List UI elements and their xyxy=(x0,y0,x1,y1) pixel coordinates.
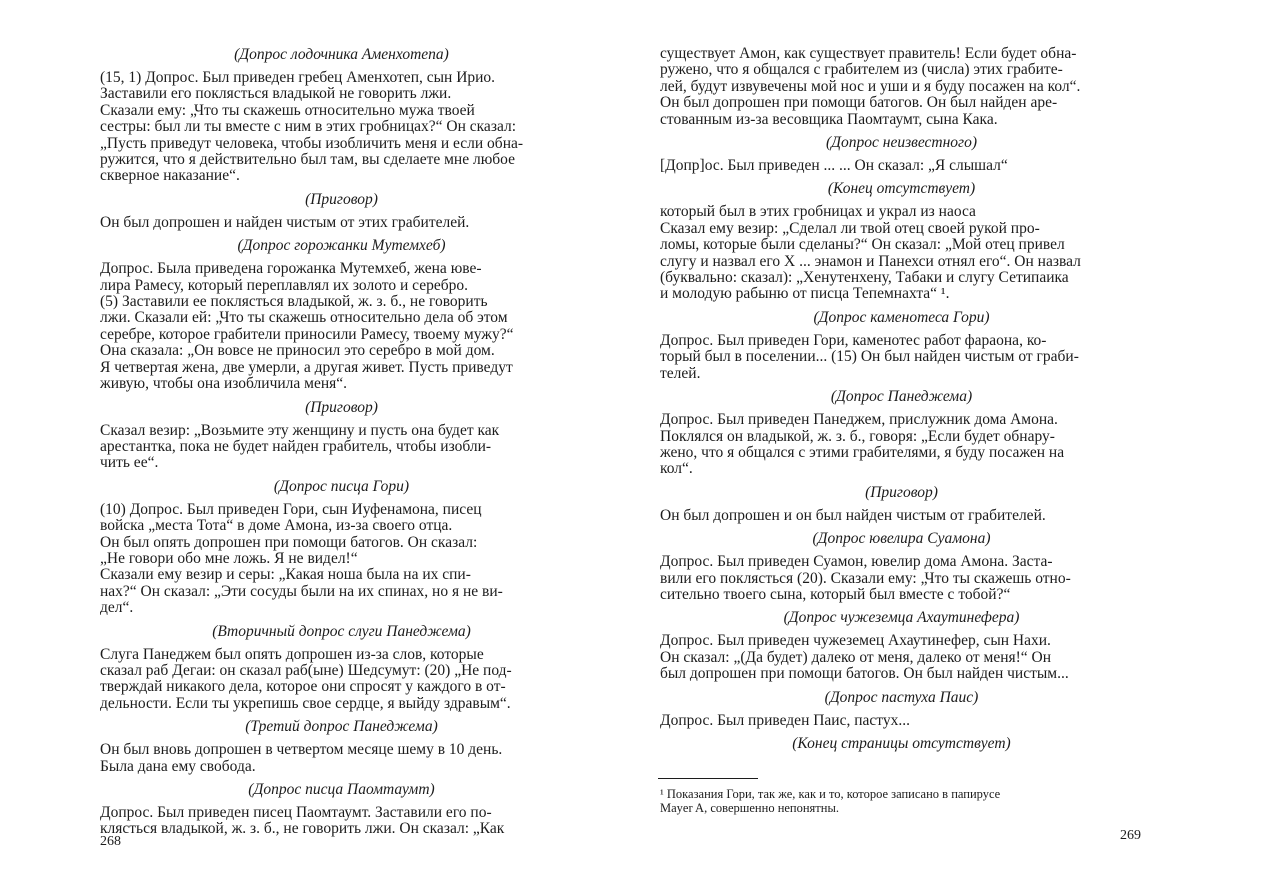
paragraph: [Допр]ос. Был приведен ... ... Он сказал: „Я слышал“ xyxy=(660,157,1008,175)
paragraph: Допрос. Был приведен Суамон, ювелир дома Амона. Заста- вили его поклясться (20). Сказали ему: „Что ты скажешь отно- сительно твоего сына, который был вместе с тобой?“ xyxy=(660,553,1071,603)
section-heading: (Конец отсутствует) xyxy=(827,180,976,198)
paragraph: (10) Допрос. Был приведен Гори, сын Иуфенамона, писец войска „места Тота“ в доме Амона, из-за своего отца. Он был опять допрошен при помощи батогов. Он сказал: „Не говори обо мне ложь. Я не видел!“ Сказали ему везир и серы: „Какая ноша была на их спи- нах?“ Он сказал: „Эти сосуды были на их спинах, но я не ви- дел“. xyxy=(100,500,503,617)
page-number-right: 269 xyxy=(1120,828,1141,843)
paragraph: Допрос. Был приведен Гори, каменотес работ фараона, ко- торый был в поселении... (15) Он был найден чистым от граби- телей. xyxy=(660,331,1079,382)
section-heading: (Допрос Панеджема) xyxy=(830,388,973,406)
section-heading: (Третий допрос Панеджема) xyxy=(245,718,438,736)
section-heading: (Приговор) xyxy=(305,190,378,208)
paragraph: Допрос. Был приведен Паис, пастух... xyxy=(660,711,910,729)
left-page xyxy=(100,46,583,844)
paragraph: Он был допрошен и найден чистым от этих грабителей. xyxy=(100,213,470,231)
section-heading: (Допрос неизвестного) xyxy=(825,134,978,152)
paragraph: (15, 1) Допрос. Был приведен гребец Аменхотеп, сын Ирио. Заставили его поклясться владыкой не говорить лжи. Сказали ему: „Что ты скажешь относительно мужа твоей сестры: был ли ты вместе с ним в этих гробницах?“ Он сказал: „Пусть приведут человека, чтобы изобличить меня и если обна- ружится, что я действительно был там, вы сделаете мне любое скверное наказание“. xyxy=(100,69,524,185)
section-heading: (Приговор) xyxy=(865,483,938,501)
paragraph: существует Амон, как существует правитель! Если будет обна- ружено, что я общался с грабителем из (числа) этих грабите- лей, будут извувечены мой нос и уши и я буду посажен на кол“. Он был допрошен при помощи батогов. Он был найден аре- стованным из-за весовщика Паомтаумт, сына Кака. xyxy=(660,45,1081,128)
section-heading: (Допрос ювелира Суамона) xyxy=(812,530,991,548)
section-heading: (Допрос чужеземца Ахаутинефера) xyxy=(783,609,1020,627)
paragraph: Он был вновь допрошен в четвертом месяце шему в 10 день. Была дана ему свобода. xyxy=(100,741,503,775)
section-heading: (Допрос лодочника Аменхотепа) xyxy=(234,46,449,63)
paragraph: который был в этих гробницах и украл из наоса Сказал ему везир: „Сделал ли твой отец своей рукой про- ломы, которые были сделаны?“ Он сказал: „Мой отец привел слугу и назвал его Х ... энамон и Панехси отнял его“. Он назвал (буквально: сказал): „Хенутенхену, Табаки и слугу Сетипаика и молодую рабыню от писца Тепемнахта“ ¹. xyxy=(660,203,1081,303)
paragraph: Допрос. Был приведен чужеземец Ахаутинефер, сын Нахи. Он сказал: „(Да будет) далеко от меня, далеко от меня!“ Он был допрошен при помощи батогов. Он был найден чистым... xyxy=(660,632,1069,683)
paragraph: Допрос. Был приведен писец Паомтаумт. Заставили его по- клясться владыкой, ж. з. б., не говорить лжи. Он сказал: „Как xyxy=(100,804,505,838)
footnote-rule xyxy=(658,778,758,779)
section-heading: (Допрос каменотеса Гори) xyxy=(813,308,990,326)
section-heading: (Допрос писца Паомтаумт) xyxy=(248,781,435,798)
paragraph: Он был допрошен и он был найден чистым от грабителей. xyxy=(660,506,1046,524)
section-heading: (Допрос горожанки Мутемхеб) xyxy=(237,237,446,255)
right-page xyxy=(660,46,1143,759)
paragraph: Допрос. Была приведена горожанка Мутемхеб, жена юве- лира Рамесу, который переплавлял их золото и серебро. (5) Заставили ее поклясться владыкой, ж. з. б., не говорить лжи. Сказали ей: „Что ты скажешь относительно дела об этом серебре, которое грабители приносили Рамесу, твоему мужу?“ Она сказала: „Он вовсе не приносил это серебро в мой дом. Я четвертая жена, две умерли, а другая живет. Пусть приведут живую, чтобы она изобличила меня“. xyxy=(100,260,514,393)
section-heading: (Допрос писца Гори) xyxy=(273,477,410,495)
page-number-left: 268 xyxy=(100,834,121,849)
section-heading: (Конец страницы отсутствует) xyxy=(792,734,1011,752)
section-heading: (Приговор) xyxy=(305,398,378,416)
section-heading: (Допрос пастуха Паис) xyxy=(824,688,979,706)
paragraph: Допрос. Был приведен Панеджем, прислужник дома Амона. Поклялся он владыкой, ж. з. б., говоря: „Если будет обнару- жено, что я общался с этими грабителями, я буду посажен на кол“. xyxy=(660,411,1065,478)
paragraph: Сказал везир: „Возьмите эту женщину и пусть она будет как арестантка, пока не будет найден грабитель, чтобы изобли- чить ее“. xyxy=(100,421,500,472)
section-heading: (Вторичный допрос слуги Панеджема) xyxy=(212,622,471,640)
paragraph: Слуга Панеджем был опять допрошен из-за слов, которые сказал раб Дегаи: он сказал раб(ыне) Шедсумут: (20) „Не под- тверждай никакого дела, которое они спросят у каждого в от- дельности. Если ты укрепишь свое сердце, я выйду здравым“. xyxy=(100,645,512,712)
footnote: ¹ Показания Гори, так же, как и то, которое записано в папирусе Mayer A, совершенно непонятны. xyxy=(660,787,1001,815)
